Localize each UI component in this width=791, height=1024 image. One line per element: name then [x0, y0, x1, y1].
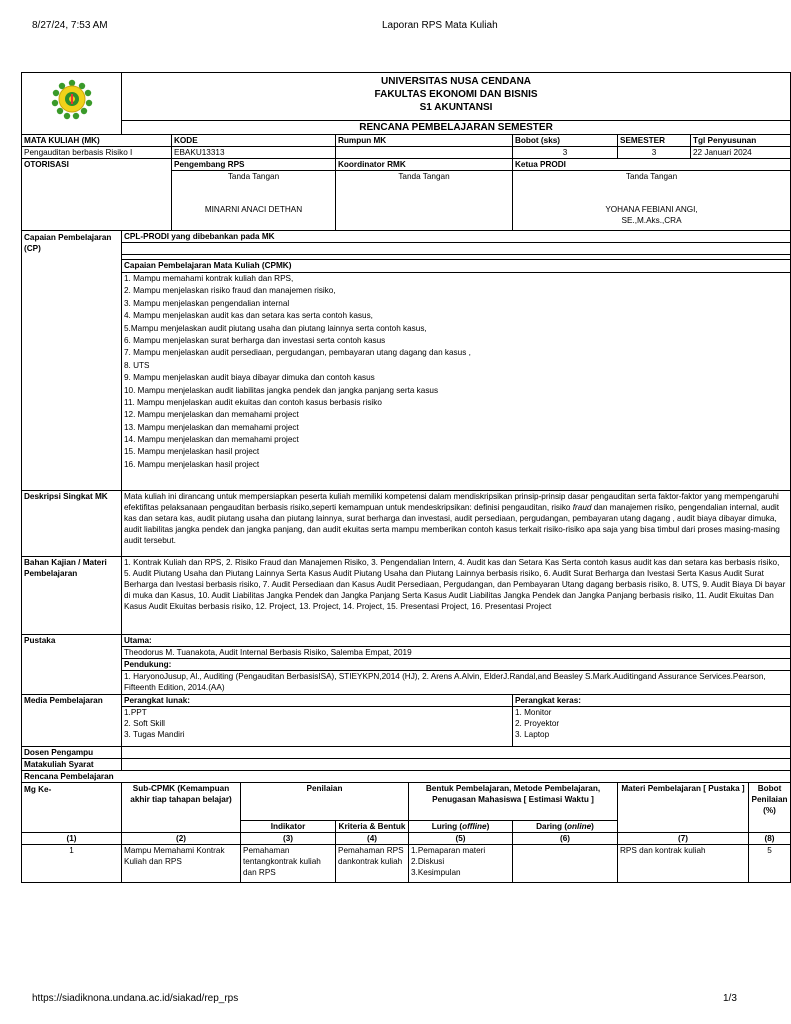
col-number: (3) — [241, 833, 336, 845]
col-number: (2) — [122, 833, 241, 845]
plan-header-indikator: Indikator — [241, 821, 336, 833]
label-utama: Utama: — [122, 635, 791, 647]
label-cpl: CPL-PRODI yang dibebankan pada MK — [122, 231, 791, 243]
plan-header-mg: Mg Ke- — [22, 783, 122, 833]
label-media: Media Pembelajaran — [22, 695, 122, 747]
dosen-value — [122, 747, 791, 759]
lunak-item: 2. Soft Skill — [124, 719, 165, 728]
rps-table — [21, 72, 791, 883]
sign-label: Tanda Tangan — [227, 172, 280, 181]
plan-header-daring — [513, 821, 618, 833]
col-number: (1) — [22, 833, 122, 845]
sign-label: Tanda Tangan — [398, 172, 450, 181]
luring-item: 2.Diskusi — [411, 857, 445, 866]
label-keras: Perangkat keras: — [513, 695, 791, 707]
print-url[interactable]: https://siadiknona.undana.ac.id/siakad/rep_rps — [32, 993, 239, 1004]
deskripsi-italic: fraud — [572, 503, 592, 512]
label-cp: Capaian Pembelajaran (CP) — [22, 231, 122, 491]
paren-close: ) — [486, 822, 490, 831]
cpmk-item: 3. Mampu menjelaskan pengendalian internal — [124, 298, 290, 308]
cpmk-item: 15. Mampu menjelaskan hasil project — [124, 447, 260, 457]
plan-header-penilaian: Penilaian — [241, 783, 409, 821]
cpmk-item: 8. UTS — [124, 360, 150, 370]
kaprodi-title: SE.,M.Aks.,CRA — [621, 216, 682, 225]
cpmk-item: 10. Mampu menjelaskan audit liabilitas jangka pendek dan jangka panjang serta kasus — [124, 385, 439, 395]
label-mata-kuliah: MATA KULIAH (MK) — [22, 135, 172, 147]
print-page-number: 1/3 — [723, 993, 737, 1004]
luring-item: 1.Pemaparan materi — [411, 846, 486, 855]
cpmk-item: 11. Mampu menjelaskan audit ekuitas dan contoh kasus berbasis risiko — [124, 397, 382, 407]
keras-item: 1. Monitor — [515, 708, 552, 717]
luring-item: 3.Kesimpulan — [411, 868, 461, 877]
cpmk-item: 7. Mampu menjelaskan audit persediaan, pergudangan, pembayaran utang dagang dan kasus , — [124, 348, 471, 358]
document-title: RENCANA PEMBELAJARAN SEMESTER — [122, 121, 791, 135]
label-cpmk: Capaian Pembelajaran Mata Kuliah (CPMK) — [122, 260, 791, 273]
lunak-list — [122, 707, 513, 747]
label-koordinator: Koordinator RMK — [336, 159, 513, 171]
cpmk-item: 13. Mampu menjelaskan dan memahami project — [124, 422, 299, 432]
col-number: (7) — [618, 833, 749, 845]
col-number: (4) — [336, 833, 409, 845]
program-name: S1 AKUNTANSI — [419, 102, 493, 113]
label-pendukung: Pendukung: — [122, 659, 791, 671]
cpmk-item: 5.Mampu menjelaskan audit piutang usaha dan piutang lainnya serta contoh kasus, — [124, 323, 427, 333]
cpmk-item: 9. Mampu menjelaskan audit biaya dibayar dimuka dan contoh kasus — [124, 373, 375, 383]
label-rencana: Rencana Pembelajaran — [22, 771, 791, 783]
kaprodi-name: YOHANA FEBIANI ANGI, — [605, 205, 698, 214]
luring-label: Luring ( — [431, 822, 463, 831]
paren-close: ) — [591, 822, 594, 831]
plan-header-kriteria: Kriteria & Bentuk — [336, 821, 409, 833]
course-name: Pengauditan berbasis Risiko I — [22, 147, 172, 159]
label-pengembang: Pengembang RPS — [172, 159, 336, 171]
plan-materi: RPS dan kontrak kuliah — [618, 845, 749, 883]
table-row — [22, 845, 791, 883]
university-name: UNIVERSITAS NUSA CENDANA — [381, 76, 532, 87]
cpmk-list — [122, 273, 791, 491]
cpmk-item: 2. Mampu menjelaskan risiko fraud dan manajemen risiko, — [124, 286, 336, 296]
kaprodi-sign-cell — [513, 171, 791, 231]
label-otorisasi: OTORISASI — [22, 159, 172, 231]
matakuliah-syarat-value — [122, 759, 791, 771]
keras-item: 3. Laptop — [515, 730, 550, 739]
label-kode: KODE — [172, 135, 336, 147]
pengembang-sign-cell — [172, 171, 336, 231]
lunak-item: 3. Tugas Mandiri — [124, 730, 185, 739]
plan-header-subcpmk: Sub-CPMK (Kemampuan akhir tiap tahapan belajar) — [122, 783, 241, 833]
course-date: 22 Januari 2024 — [691, 147, 791, 159]
plan-daring — [513, 845, 618, 883]
bahan-kajian-text: 1. Kontrak Kuliah dan RPS, 2. Risiko Fraud dan Manajemen Risiko, 3. Pengendalian Intern, 4. Audit kas dan Setara Kas Serta contoh kasus audit kas dan setara kas berbasis risiko, 5. Audit Piutang Usaha dan Piutang Lainnya Serta Kasus Audit Piutang Usaha dan Piutang Lainnya berbasis risiko, 6. Audit Surat Berharga dan Ivestasi Serta Kasus Audit Surat Berharga dan Ivestasi berbasis risiko, 7. Audit Persediaan dan Kasus Audit Persediaan, Pergudangan, dan Pembayaran Utang dagang berbasis risiko, 8. UTS, 9. Audit Biaya Di bayar di muka dan Kasus, 10. Audit Liabilitas Jangka Pendek dan Jangka Panjang Serta Kasus Audit Liabilitas Jangka Pendek dan Jangka Panjang berbasis risiko, 11. Audit Ekuitas Dan Kasus Audit Ekuitas berbasis risiko, 12. Project, 13. Project, 14. Project, 15. Presentasi Project, 16. Presentasi Project — [122, 557, 791, 635]
course-sks: 3 — [513, 147, 618, 159]
keras-item: 2. Proyektor — [515, 719, 560, 728]
print-datetime: 8/27/24, 7:53 AM — [32, 20, 108, 31]
cpmk-item: 16. Mampu menjelaskan hasil project — [124, 459, 260, 469]
koordinator-sign-cell — [336, 171, 513, 231]
plan-mg: 1 — [22, 845, 122, 883]
university-logo-cell — [22, 73, 122, 135]
plan-header-bobot: Bobot Penilaian (%) — [749, 783, 791, 833]
course-rumpun — [336, 147, 513, 159]
cpmk-item: 6. Mampu menjelaskan surat berharga dan investasi serta contoh kasus — [124, 335, 386, 345]
plan-indikator: Pemahaman tentangkontrak kuliah dan RPS — [241, 845, 336, 883]
label-bahan-kajian: Bahan Kajian / Materi Pembelajaran — [22, 557, 122, 635]
col-number: (8) — [749, 833, 791, 845]
label-lunak: Perangkat lunak: — [122, 695, 513, 707]
plan-subcpmk: Mampu Memahami Kontrak Kuliah dan RPS — [122, 845, 241, 883]
university-logo-icon — [52, 79, 92, 119]
label-semester: SEMESTER — [618, 135, 691, 147]
cpmk-item: 14. Mampu menjelaskan dan memahami project — [124, 435, 299, 445]
plan-header-luring — [409, 821, 513, 833]
label-matakuliah-syarat: Matakuliah Syarat — [22, 759, 122, 771]
plan-kriteria: Pemahaman RPS dankontrak kuliah — [336, 845, 409, 883]
deskripsi-part: Mata kuliah ini dirancang untuk mempersiapkan peserta kuliah memiliki kompetensi dalam mendiskripsikan prinsip-prinsip dasar pengauditan serta faktor-faktor yang mempengaruhi efektifitas pelaksanaan pengauditan berbasis risiko,seperti kemampuan untuk mendeskripsikan: definisi pengauditan, risiko — [124, 492, 779, 512]
label-dosen: Dosen Pengampu — [22, 747, 122, 759]
cpl-blank-row — [122, 243, 791, 255]
deskripsi-part: dan manajemen risiko, pengendalian internal, audit kas dan setara kas, audit piutang usaha dan piutang lainnya, surat berharga dan investasi, audit persediaan, pergudangan, pembayaran utang dagang , audit biaya dibayar dimuka, audit liabilitas jangka pendek dan jangka panjang, dan audit ekuitas serta mampu memberikan contoh kasus terkait risiko-risiko apa saja yang bisa timbul dari proses masing-masing audit tersebut. — [124, 503, 780, 545]
pustaka-utama: Theodorus M. Tuanakota, Audit Internal Berbasis Risiko, Salemba Empat, 2019 — [122, 647, 791, 659]
pengembang-name: MINARNI ANACI DETHAN — [204, 205, 303, 214]
plan-luring — [409, 845, 513, 883]
label-kaprodi: Ketua PRODI — [513, 159, 791, 171]
cpmk-item: 12. Mampu menjelaskan dan memahami project — [124, 410, 299, 420]
lunak-item: 1.PPT — [124, 708, 147, 717]
plan-bobot: 5 — [749, 845, 791, 883]
label-deskripsi: Deskripsi Singkat MK — [22, 491, 122, 557]
luring-italic: offline — [462, 822, 487, 831]
pustaka-pendukung: 1. HaryonoJusup, Al., Auditing (Pengauditan BerbasisISA), STIEYKPN,2014 (HJ), 2. Arens A.Alvin, ElderJ.Randal,and Beasley S.Mark.Auditingand Assurance Services.Pearson, Fifteenth Edition, 2014.(AA) — [122, 671, 791, 695]
course-code: EBAKU13313 — [172, 147, 336, 159]
daring-label: Daring ( — [536, 822, 568, 831]
cpmk-item: 1. Mampu memahami kontrak kuliah dan RPS, — [124, 274, 294, 283]
keras-list — [513, 707, 791, 747]
plan-header-materi: Materi Pembelajaran [ Pustaka ] — [618, 783, 749, 833]
label-pustaka: Pustaka — [22, 635, 122, 695]
col-number: (5) — [409, 833, 513, 845]
label-rumpun: Rumpun MK — [336, 135, 513, 147]
label-bobot: Bobot (sks) — [513, 135, 618, 147]
course-semester: 3 — [618, 147, 691, 159]
label-tgl: Tgl Penyusunan — [691, 135, 791, 147]
print-title: Laporan RPS Mata Kuliah — [382, 20, 498, 31]
deskripsi-text — [122, 491, 791, 557]
plan-header-bentuk: Bentuk Pembelajaran, Metode Pembelajaran, Penugasan Mahasiswa [ Estimasi Waktu ] — [409, 783, 618, 821]
sign-label: Tanda Tangan — [625, 172, 678, 181]
cpmk-item: 4. Mampu menjelaskan audit kas dan setara kas serta contoh kasus, — [124, 311, 373, 321]
col-number: (6) — [513, 833, 618, 845]
daring-italic: online — [567, 822, 592, 831]
faculty-name: FAKULTAS EKONOMI DAN BISNIS — [374, 89, 538, 100]
